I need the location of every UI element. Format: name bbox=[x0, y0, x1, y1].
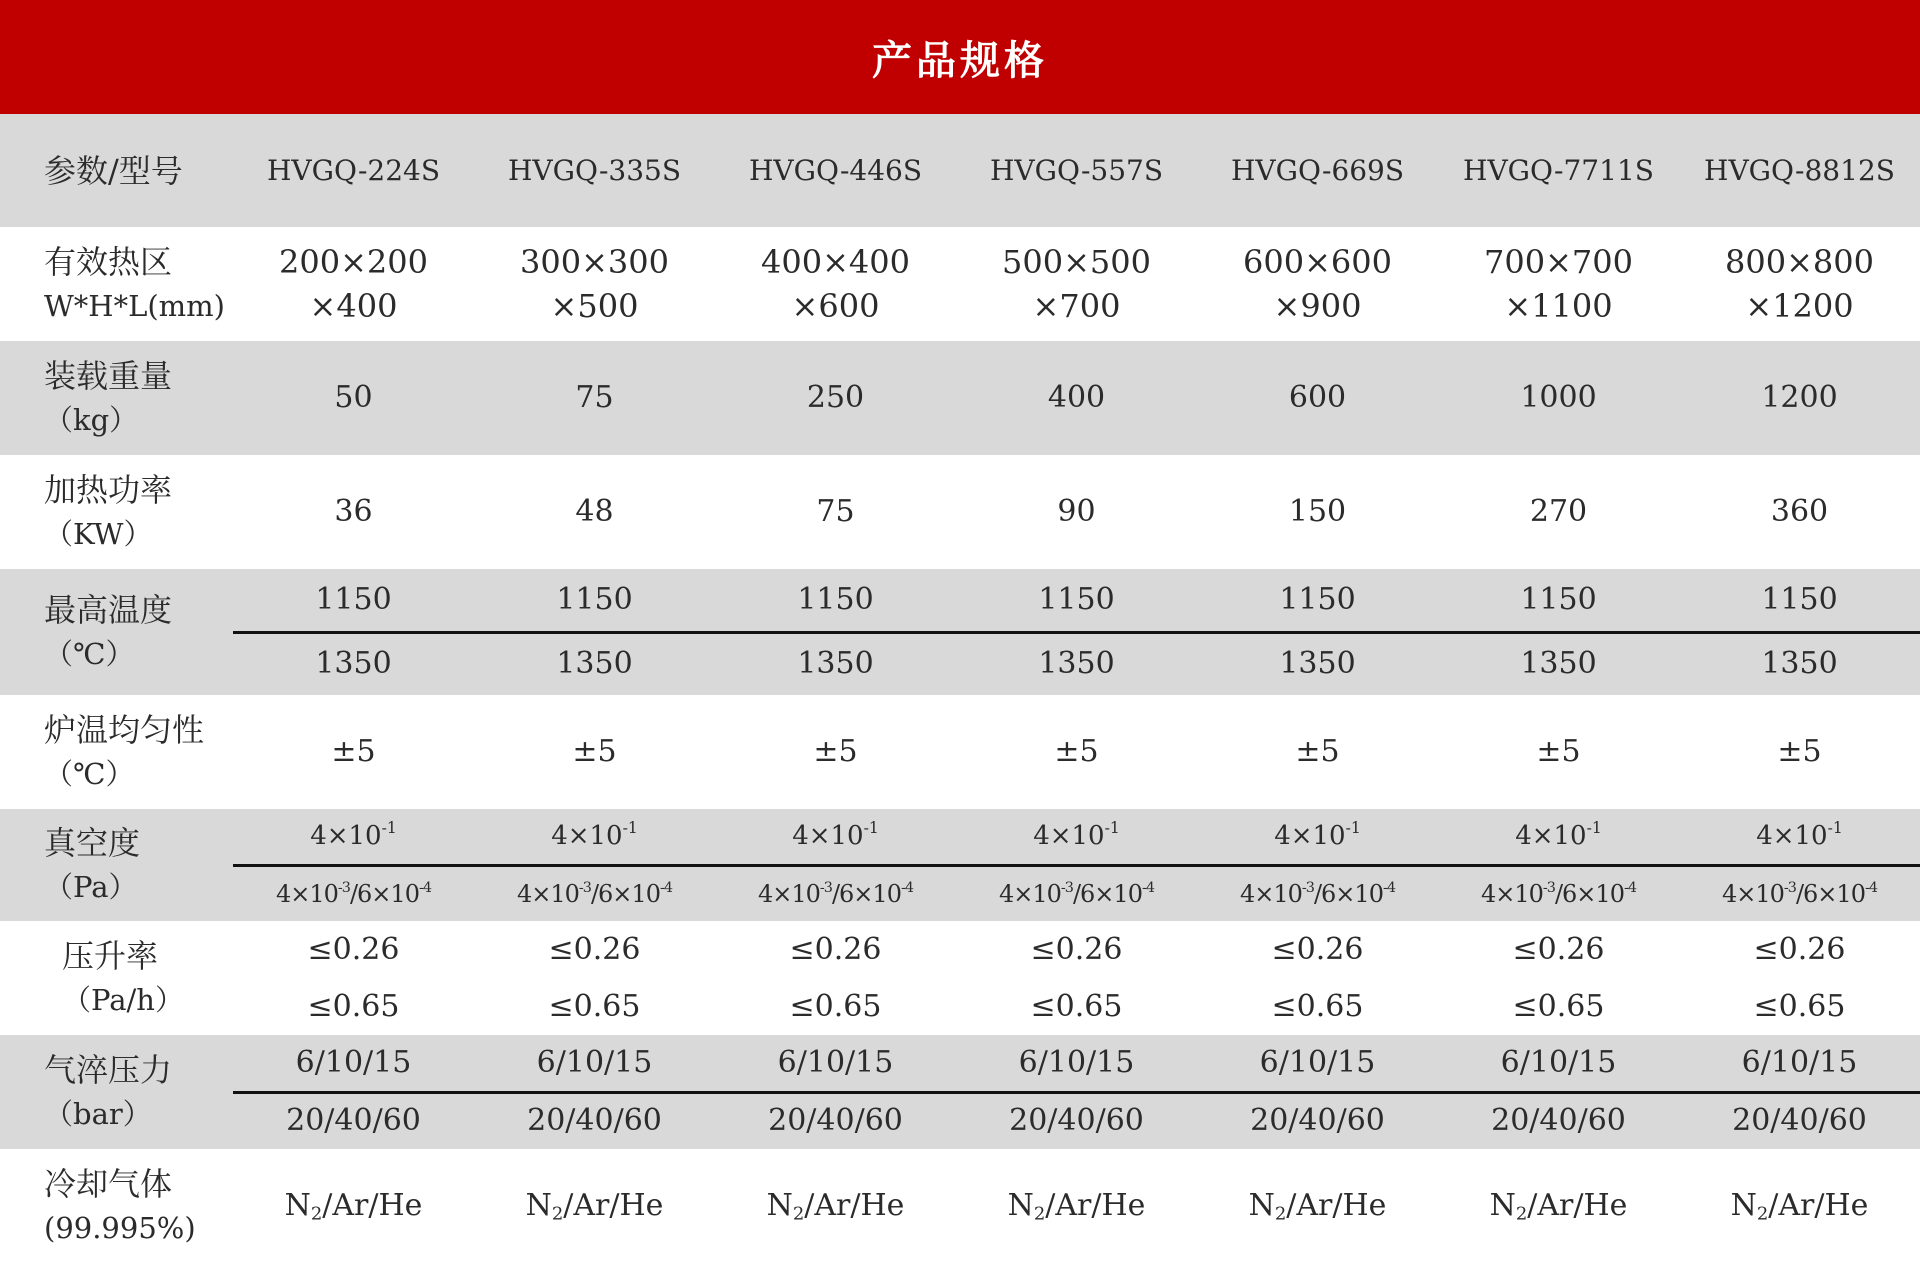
value-cell: 1150 bbox=[556, 581, 633, 617]
gas-sub: 2 bbox=[1033, 1203, 1046, 1224]
header-label bbox=[0, 114, 233, 227]
gas-sub: 2 bbox=[1756, 1203, 1769, 1224]
gas-n: N bbox=[1489, 1187, 1516, 1223]
load-cells bbox=[233, 341, 1920, 455]
gas-rest: /Ar/He bbox=[804, 1187, 905, 1223]
uniformity-cells bbox=[233, 695, 1920, 809]
vacuum-high-cell bbox=[1197, 872, 1438, 916]
value-cell: 50 bbox=[334, 380, 373, 415]
vacuum-low-cell bbox=[1438, 814, 1679, 858]
value-cell: ≤0.26 bbox=[1753, 931, 1846, 967]
hot-zone-cell bbox=[1197, 240, 1438, 328]
row-label-line2: (99.995%) bbox=[44, 1210, 196, 1245]
hot-zone-cell bbox=[233, 240, 474, 328]
row-label-line1: 最高温度 bbox=[44, 591, 173, 629]
vacuum-sep: /6×10 bbox=[1795, 879, 1865, 908]
vacuum-base: 4×10 bbox=[1240, 879, 1302, 908]
vacuum-exp: -4 bbox=[1382, 879, 1395, 896]
vacuum-exp: -1 bbox=[622, 819, 638, 838]
value-cell: 150 bbox=[1288, 494, 1347, 529]
vacuum-exp: -3 bbox=[337, 879, 350, 896]
vacuum-sep: /6×10 bbox=[590, 879, 660, 908]
row-label bbox=[0, 695, 233, 809]
value-cell: 1350 bbox=[1038, 646, 1115, 682]
vacuum-high-cell bbox=[474, 872, 715, 916]
value-cell: ±5 bbox=[1295, 734, 1340, 769]
gas-rest: /Ar/He bbox=[1768, 1187, 1869, 1223]
vacuum-exp: -1 bbox=[1827, 819, 1843, 838]
hot-zone-l: ×1100 bbox=[1504, 287, 1613, 325]
gas-n: N bbox=[1730, 1187, 1757, 1223]
row-label-line2: W*H*L(mm) bbox=[44, 289, 225, 323]
row-label bbox=[0, 809, 233, 921]
value-cell: ≤0.26 bbox=[548, 931, 641, 967]
value-cell: 20/40/60 bbox=[768, 1103, 903, 1139]
hot-zone-wh: 800×800 bbox=[1725, 243, 1874, 281]
value-cell: ±5 bbox=[572, 734, 617, 769]
hot-zone-wh: 300×300 bbox=[520, 243, 669, 281]
row-label-line2: （kg） bbox=[44, 403, 139, 437]
vacuum-base: 4×10 bbox=[551, 821, 623, 852]
cooling-gas-cell bbox=[1438, 1184, 1679, 1228]
value-cell: 6/10/15 bbox=[1018, 1044, 1135, 1080]
value-cell: 1350 bbox=[556, 646, 633, 682]
header-label-text: 参数/型号 bbox=[44, 151, 183, 190]
gas-n: N bbox=[1007, 1187, 1034, 1223]
hot-zone-cell bbox=[715, 240, 956, 328]
hot-zone-cell bbox=[1679, 240, 1920, 328]
cooling-gas-cell bbox=[233, 1184, 474, 1228]
vacuum-sep: /6×10 bbox=[349, 879, 419, 908]
gas-n: N bbox=[766, 1187, 793, 1223]
vacuum-base: 4×10 bbox=[792, 821, 864, 852]
hot-zone-l: ×500 bbox=[550, 287, 639, 325]
vacuum-line2 bbox=[233, 867, 1920, 922]
value-cell: ≤0.65 bbox=[307, 988, 400, 1024]
row-vacuum bbox=[0, 809, 1920, 921]
quench-line1 bbox=[233, 1035, 1920, 1094]
row-label bbox=[0, 569, 233, 695]
vacuum-low-cell bbox=[474, 814, 715, 858]
vacuum-exp: -4 bbox=[1623, 879, 1636, 896]
row-load bbox=[0, 341, 1920, 455]
value-cell: 1350 bbox=[1279, 646, 1356, 682]
row-rise-rate bbox=[0, 921, 1920, 1035]
header-row bbox=[0, 114, 1920, 227]
vacuum-base: 4×10 bbox=[1515, 821, 1587, 852]
value-cell: 6/10/15 bbox=[295, 1044, 412, 1080]
value-cell: ≤0.26 bbox=[1030, 931, 1123, 967]
gas-rest: /Ar/He bbox=[1286, 1187, 1387, 1223]
value-cell: 1000 bbox=[1520, 380, 1597, 415]
value-cell: 1150 bbox=[315, 581, 392, 617]
row-max-temp bbox=[0, 569, 1920, 695]
vacuum-high-cell bbox=[956, 872, 1197, 916]
value-cell: ±5 bbox=[1777, 734, 1822, 769]
vacuum-base: 4×10 bbox=[276, 879, 338, 908]
value-cell: 6/10/15 bbox=[777, 1044, 894, 1080]
row-quench bbox=[0, 1035, 1920, 1149]
row-label-line1: 装载重量 bbox=[44, 357, 173, 395]
vacuum-high-cell bbox=[1438, 872, 1679, 916]
row-label-line2: （℃） bbox=[44, 637, 135, 671]
gas-sub: 2 bbox=[551, 1203, 564, 1224]
gas-rest: /Ar/He bbox=[1527, 1187, 1628, 1223]
vacuum-high-cell bbox=[1679, 872, 1920, 916]
vacuum-base: 4×10 bbox=[1481, 879, 1543, 908]
gas-rest: /Ar/He bbox=[563, 1187, 664, 1223]
vacuum-exp: -1 bbox=[1586, 819, 1602, 838]
cooling-gas-cell bbox=[1197, 1184, 1438, 1228]
vacuum-exp: -4 bbox=[659, 879, 672, 896]
gas-n: N bbox=[1248, 1187, 1275, 1223]
value-cell: ±5 bbox=[331, 734, 376, 769]
gas-sub: 2 bbox=[1274, 1203, 1287, 1224]
value-cell: 6/10/15 bbox=[536, 1044, 653, 1080]
model-header-cell: HVGQ-557S bbox=[989, 153, 1164, 187]
model-header-cell: HVGQ-335S bbox=[507, 153, 682, 187]
vacuum-base: 4×10 bbox=[517, 879, 579, 908]
max-temp-line2 bbox=[233, 634, 1920, 696]
value-cell: ≤0.26 bbox=[789, 931, 882, 967]
row-label bbox=[0, 1149, 233, 1262]
value-cell: ≤0.65 bbox=[1512, 988, 1605, 1024]
gas-rest: /Ar/He bbox=[322, 1187, 423, 1223]
vacuum-low-cell bbox=[1197, 814, 1438, 858]
hot-zone-l: ×700 bbox=[1032, 287, 1121, 325]
vacuum-base: 4×10 bbox=[758, 879, 820, 908]
row-label-line2: （Pa） bbox=[44, 870, 138, 904]
value-cell: 1150 bbox=[1279, 581, 1356, 617]
row-cooling-gas bbox=[0, 1149, 1920, 1262]
vacuum-exp: -3 bbox=[1783, 879, 1796, 896]
value-cell: 20/40/60 bbox=[286, 1103, 421, 1139]
hot-zone-l: ×400 bbox=[309, 287, 398, 325]
vacuum-base: 4×10 bbox=[310, 821, 382, 852]
value-cell: ±5 bbox=[1536, 734, 1581, 769]
value-cell: 600 bbox=[1288, 380, 1347, 415]
hot-zone-wh: 400×400 bbox=[761, 243, 910, 281]
vacuum-base: 4×10 bbox=[1033, 821, 1105, 852]
title-banner bbox=[0, 0, 1920, 114]
vacuum-exp: -4 bbox=[1864, 879, 1877, 896]
row-label-line1: 有效热区 bbox=[44, 243, 173, 281]
value-cell: ≤0.65 bbox=[548, 988, 641, 1024]
value-cell: 1150 bbox=[1038, 581, 1115, 617]
value-cell: 1200 bbox=[1761, 380, 1838, 415]
value-cell: 6/10/15 bbox=[1259, 1044, 1376, 1080]
vacuum-exp: -4 bbox=[1141, 879, 1154, 896]
value-cell: 48 bbox=[575, 494, 614, 529]
vacuum-base: 4×10 bbox=[999, 879, 1061, 908]
row-label-line1: 冷却气体 bbox=[44, 1164, 173, 1203]
value-cell: 90 bbox=[1057, 494, 1096, 529]
vacuum-low-cell bbox=[233, 814, 474, 858]
vacuum-base: 4×10 bbox=[1274, 821, 1346, 852]
vacuum-low-cell bbox=[1679, 814, 1920, 858]
vacuum-exp: -3 bbox=[1301, 879, 1314, 896]
model-header-cell: HVGQ-446S bbox=[748, 153, 923, 187]
value-cell: 20/40/60 bbox=[1732, 1103, 1867, 1139]
vacuum-exp: -3 bbox=[1542, 879, 1555, 896]
models-line bbox=[233, 114, 1920, 227]
row-hot-zone bbox=[0, 227, 1920, 341]
hot-zone-wh: 700×700 bbox=[1484, 243, 1633, 281]
value-cell: ≤0.65 bbox=[789, 988, 882, 1024]
model-header-cell: HVGQ-669S bbox=[1230, 153, 1405, 187]
vacuum-line1 bbox=[233, 809, 1920, 867]
value-cell: ≤0.26 bbox=[1512, 931, 1605, 967]
model-header-cell: HVGQ-8812S bbox=[1704, 153, 1895, 187]
hot-zone-l: ×900 bbox=[1273, 287, 1362, 325]
hot-zone-cell bbox=[474, 240, 715, 328]
row-label bbox=[0, 227, 233, 341]
value-cell: 75 bbox=[575, 380, 614, 415]
rise-rate-line1 bbox=[233, 921, 1920, 978]
row-label-line1: 气淬压力 bbox=[44, 1051, 173, 1089]
hot-zone-cells bbox=[233, 227, 1920, 341]
gas-sub: 2 bbox=[1515, 1203, 1528, 1224]
value-cell: 75 bbox=[816, 494, 855, 529]
vacuum-exp: -3 bbox=[578, 879, 591, 896]
value-cell: 20/40/60 bbox=[1250, 1103, 1385, 1139]
value-cell: ±5 bbox=[1054, 734, 1099, 769]
gas-rest: /Ar/He bbox=[1045, 1187, 1146, 1223]
vacuum-base: 4×10 bbox=[1756, 821, 1828, 852]
row-label bbox=[0, 455, 233, 569]
model-header-cell: HVGQ-224S bbox=[266, 153, 441, 187]
row-label-line1: 真空度 bbox=[44, 824, 141, 862]
cooling-gas-cell bbox=[474, 1184, 715, 1228]
vacuum-exp: -3 bbox=[819, 879, 832, 896]
hot-zone-wh: 500×500 bbox=[1002, 243, 1151, 281]
hot-zone-l: ×1200 bbox=[1745, 287, 1854, 325]
vacuum-exp: -1 bbox=[1345, 819, 1361, 838]
vacuum-base: 4×10 bbox=[1722, 879, 1784, 908]
value-cell: 36 bbox=[334, 494, 373, 529]
cooling-gas-cell bbox=[715, 1184, 956, 1228]
max-temp-line1 bbox=[233, 569, 1920, 634]
value-cell: 400 bbox=[1047, 380, 1106, 415]
rise-rate-line2 bbox=[233, 978, 1920, 1035]
gas-sub: 2 bbox=[310, 1203, 323, 1224]
hot-zone-cell bbox=[1438, 240, 1679, 328]
value-cell: ≤0.26 bbox=[1271, 931, 1364, 967]
hot-zone-l: ×600 bbox=[791, 287, 880, 325]
vacuum-exp: -4 bbox=[418, 879, 431, 896]
row-label bbox=[0, 1035, 233, 1149]
vacuum-exp: -1 bbox=[381, 819, 397, 838]
row-label bbox=[0, 921, 233, 1035]
value-cell: ≤0.65 bbox=[1030, 988, 1123, 1024]
value-cell: ≤0.26 bbox=[307, 931, 400, 967]
page-title: 产品规格 bbox=[872, 37, 1048, 84]
cooling-gas-cells bbox=[233, 1149, 1920, 1262]
model-header-cell: HVGQ-7711S bbox=[1463, 153, 1654, 187]
value-cell: 20/40/60 bbox=[527, 1103, 662, 1139]
value-cell: 270 bbox=[1529, 494, 1588, 529]
vacuum-exp: -3 bbox=[1060, 879, 1073, 896]
power-cells bbox=[233, 455, 1920, 569]
vacuum-high-cell bbox=[233, 872, 474, 916]
value-cell: 6/10/15 bbox=[1741, 1044, 1858, 1080]
vacuum-sep: /6×10 bbox=[1313, 879, 1383, 908]
vacuum-exp: -4 bbox=[900, 879, 913, 896]
row-label-line1: 压升率 bbox=[62, 937, 159, 975]
value-cell: 1150 bbox=[1520, 581, 1597, 617]
value-cell: 1150 bbox=[1761, 581, 1838, 617]
vacuum-sep: /6×10 bbox=[831, 879, 901, 908]
value-cell: 1350 bbox=[315, 646, 392, 682]
row-label-line2: （℃） bbox=[44, 757, 135, 791]
vacuum-exp: -1 bbox=[863, 819, 879, 838]
vacuum-low-cell bbox=[715, 814, 956, 858]
row-label-line1: 加热功率 bbox=[44, 471, 173, 509]
value-cell: 1150 bbox=[797, 581, 874, 617]
vacuum-sep: /6×10 bbox=[1554, 879, 1624, 908]
model-columns bbox=[233, 114, 1920, 227]
value-cell: 1350 bbox=[797, 646, 874, 682]
gas-sub: 2 bbox=[792, 1203, 805, 1224]
value-cell: 20/40/60 bbox=[1009, 1103, 1144, 1139]
row-label-line1: 炉温均匀性 bbox=[44, 711, 205, 749]
row-label-line2: （KW） bbox=[44, 517, 153, 551]
cooling-gas-cell bbox=[956, 1184, 1197, 1228]
value-cell: 1350 bbox=[1761, 646, 1838, 682]
value-cell: 250 bbox=[806, 380, 865, 415]
hot-zone-cell bbox=[956, 240, 1197, 328]
row-label-line2: （Pa/h） bbox=[62, 983, 184, 1017]
quench-line2 bbox=[233, 1094, 1920, 1150]
vacuum-sep: /6×10 bbox=[1072, 879, 1142, 908]
value-cell: 20/40/60 bbox=[1491, 1103, 1626, 1139]
vacuum-high-cell bbox=[715, 872, 956, 916]
row-power bbox=[0, 455, 1920, 569]
cooling-gas-cell bbox=[1679, 1184, 1920, 1228]
value-cell: 1350 bbox=[1520, 646, 1597, 682]
hot-zone-wh: 600×600 bbox=[1243, 243, 1392, 281]
row-label-line2: （bar） bbox=[44, 1097, 152, 1131]
value-cell: ≤0.65 bbox=[1271, 988, 1364, 1024]
value-cell: 360 bbox=[1770, 494, 1829, 529]
value-cell: ±5 bbox=[813, 734, 858, 769]
vacuum-exp: -1 bbox=[1104, 819, 1120, 838]
row-label bbox=[0, 341, 233, 455]
gas-n: N bbox=[284, 1187, 311, 1223]
gas-n: N bbox=[525, 1187, 552, 1223]
value-cell: ≤0.65 bbox=[1753, 988, 1846, 1024]
hot-zone-wh: 200×200 bbox=[279, 243, 428, 281]
row-uniformity bbox=[0, 695, 1920, 809]
vacuum-low-cell bbox=[956, 814, 1197, 858]
value-cell: 6/10/15 bbox=[1500, 1044, 1617, 1080]
